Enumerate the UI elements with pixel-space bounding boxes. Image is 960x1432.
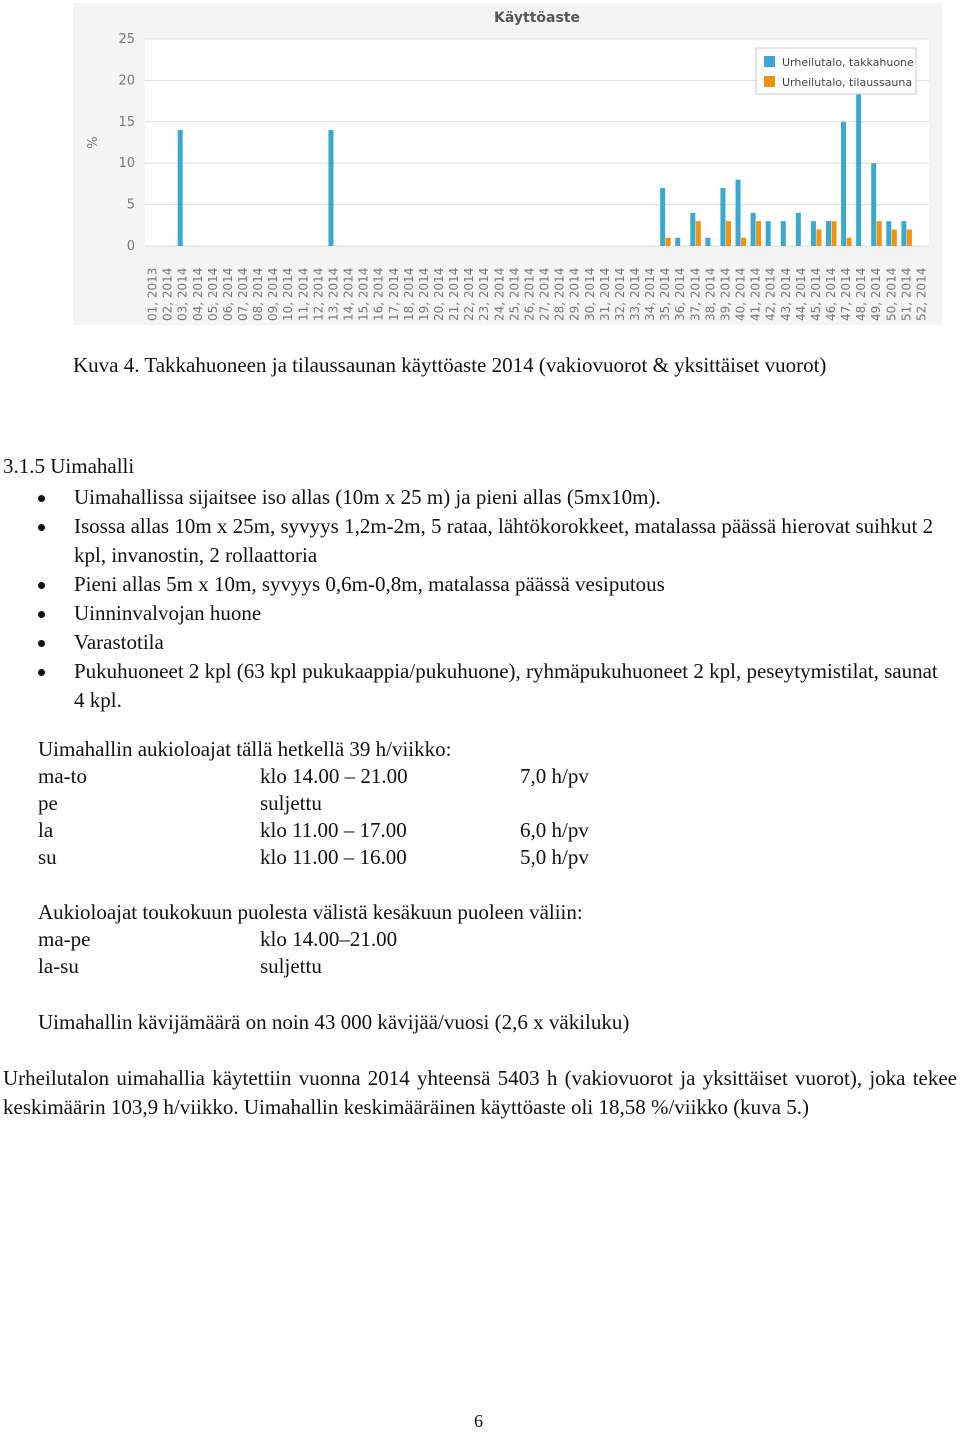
bar-tilaussauna — [696, 221, 701, 246]
visitor-count-text: Uimahallin kävijämäärä on noin 43 000 kävijää/vuosi (2,6 x väkiluku) — [38, 1010, 630, 1034]
bar-takkahuone — [781, 221, 786, 246]
x-tick-label: 47, 2014 — [839, 267, 854, 321]
bar-tilaussauna — [741, 238, 746, 246]
x-tick-label: 21, 2014 — [447, 267, 462, 321]
bar-tilaussauna — [756, 221, 761, 246]
legend-swatch — [764, 56, 775, 67]
bar-takkahuone — [720, 188, 725, 246]
bullet-icon — [38, 524, 45, 531]
x-tick-label: 32, 2014 — [612, 267, 627, 321]
x-tick-label: 04, 2014 — [190, 267, 205, 321]
facility-list — [38, 483, 938, 715]
page-number: 6 — [474, 1411, 483, 1431]
x-tick-label: 24, 2014 — [492, 267, 507, 321]
x-tick-label: 19, 2014 — [416, 267, 431, 321]
x-tick-label: 13, 2014 — [326, 267, 341, 321]
x-tick-label: 43, 2014 — [778, 267, 793, 321]
list-item: Varastotila — [38, 628, 938, 657]
hours-day: la-su — [38, 954, 79, 978]
x-tick-label: 34, 2014 — [643, 267, 658, 321]
y-tick-label: 15 — [118, 114, 135, 130]
y-tick-label: 0 — [126, 239, 135, 254]
x-tick-label: 15, 2014 — [356, 267, 371, 321]
x-tick-label: 29, 2014 — [567, 267, 582, 321]
hours-day: ma-pe — [38, 927, 91, 951]
bullet-icon — [38, 611, 45, 618]
bar-takkahuone — [841, 122, 846, 246]
list-item: Isossa allas 10m x 25m, syvyys 1,2m-2m, 5 rataa, lähtökorokkeet, matalassa päässä hierovat suihkut 2 kpl, invanostin, 2 rollaattoria — [38, 512, 938, 570]
bar-takkahuone — [178, 130, 183, 246]
x-tick-label: 18, 2014 — [401, 267, 416, 321]
hours-per-day: 5,0 h/pv — [520, 845, 589, 869]
bar-takkahuone — [871, 163, 876, 246]
bar-takkahuone — [328, 130, 333, 246]
y-tick-label: 10 — [118, 156, 135, 172]
x-tick-label: 12, 2014 — [311, 267, 326, 321]
bar-takkahuone — [901, 221, 906, 246]
bar-tilaussauna — [832, 221, 837, 246]
x-tick-label: 07, 2014 — [236, 267, 250, 321]
x-tick-label: 06, 2014 — [220, 267, 235, 321]
x-tick-label: 49, 2014 — [869, 267, 884, 321]
usage-chart-svg — [73, 3, 942, 325]
figure-caption: Kuva 4. Takkahuoneen ja tilaussaunan käyttöaste 2014 (vakiovuorot & yksittäiset vuorot) — [73, 353, 827, 377]
hours-day: pe — [38, 791, 58, 815]
x-tick-label: 38, 2014 — [703, 267, 718, 321]
x-tick-label: 02, 2014 — [160, 267, 175, 321]
hours-day: la — [38, 818, 54, 842]
bar-tilaussauna — [847, 238, 852, 246]
x-tick-label: 11, 2014 — [296, 267, 311, 321]
legend-label: Urheilutalo, tilaussauna — [782, 76, 913, 89]
hours-time: klo 14.00–21.00 — [260, 927, 398, 951]
x-tick-label: 31, 2014 — [597, 267, 612, 321]
bar-takkahuone — [736, 180, 741, 246]
bar-takkahuone — [796, 213, 801, 246]
list-item: Uinninvalvojan huone — [38, 599, 938, 628]
usage-chart — [73, 3, 942, 325]
x-tick-label: 35, 2014 — [658, 267, 673, 321]
x-tick-label: 48, 2014 — [854, 267, 869, 321]
x-tick-label: 42, 2014 — [763, 267, 778, 321]
hours-time: klo 11.00 – 16.00 — [260, 845, 407, 869]
bar-takkahuone — [690, 213, 695, 246]
bar-tilaussauna — [892, 229, 897, 246]
x-tick-label: 28, 2014 — [552, 267, 567, 321]
hours-time: suljettu — [260, 954, 322, 978]
y-tick-label: 25 — [118, 32, 135, 47]
x-tick-label: 39, 2014 — [718, 267, 733, 321]
list-item: Uimahallissa sijaitsee iso allas (10m x 25 m) ja pieni allas (5mx10m). — [38, 483, 938, 512]
x-tick-label: 10, 2014 — [281, 267, 296, 321]
bar-tilaussauna — [726, 221, 731, 246]
x-tick-label: 50, 2014 — [884, 267, 899, 321]
x-tick-label: 25, 2014 — [507, 267, 522, 321]
x-tick-label: 26, 2014 — [522, 267, 537, 321]
bar-tilaussauna — [666, 238, 671, 246]
x-tick-label: 36, 2014 — [673, 267, 688, 321]
x-tick-label: 52, 2014 — [914, 267, 929, 321]
hours-per-day: 6,0 h/pv — [520, 818, 589, 842]
bar-takkahuone — [660, 188, 665, 246]
bar-takkahuone — [856, 80, 861, 246]
list-item: Pukuhuoneet 2 kpl (63 kpl pukukaappia/pukuhuone), ryhmäpukuhuoneet 2 kpl, peseytymistilat, saunat 4 kpl. — [38, 657, 938, 715]
hours-time: klo 11.00 – 17.00 — [260, 818, 407, 842]
y-tick-label: 20 — [118, 73, 135, 89]
x-tick-label: 27, 2014 — [537, 267, 552, 321]
bullet-icon — [38, 495, 45, 502]
usage-paragraph: Urheilutalon uimahallia käytettiin vuonna 2014 yhteensä 5403 h (vakiovuorot ja yksittäiset vuorot), joka tekee keskimäärin 103,9 h/viikko. Uimahallin keskimääräinen käyttöaste oli 18,58 %/viikko (kuva 5.) — [3, 1066, 957, 1119]
x-tick-label: 41, 2014 — [748, 267, 763, 321]
hours-per-day: 7,0 h/pv — [520, 764, 589, 788]
x-tick-label: 44, 2014 — [793, 267, 808, 321]
bullet-icon — [38, 582, 45, 589]
legend-swatch — [764, 76, 775, 87]
bullet-icon — [38, 669, 45, 676]
x-tick-label: 30, 2014 — [582, 267, 597, 321]
hours-time: suljettu — [260, 791, 322, 815]
x-tick-label: 08, 2014 — [251, 267, 266, 321]
y-tick-label: 5 — [126, 197, 135, 213]
chart-title: Käyttöaste — [494, 10, 580, 26]
x-tick-label: 22, 2014 — [462, 267, 477, 321]
x-tick-label: 20, 2014 — [432, 267, 446, 321]
bar-takkahuone — [886, 221, 891, 246]
bar-takkahuone — [811, 221, 816, 246]
x-tick-label: 17, 2014 — [386, 267, 401, 321]
hours-day: ma-to — [38, 764, 87, 788]
list-item: Pieni allas 5m x 10m, syvyys 0,6m-0,8m, matalassa päässä vesiputous — [38, 570, 938, 599]
hours-day: su — [38, 845, 57, 869]
bar-takkahuone — [766, 221, 771, 246]
hours-time: klo 14.00 – 21.00 — [260, 764, 408, 788]
bullet-icon — [38, 640, 45, 647]
x-tick-label: 01, 2013 — [145, 267, 160, 321]
x-tick-label: 16, 2014 — [371, 267, 386, 321]
x-tick-label: 05, 2014 — [205, 267, 220, 321]
x-tick-label: 09, 2014 — [266, 267, 281, 321]
x-tick-label: 14, 2014 — [341, 267, 356, 321]
summer-hours-heading: Aukioloajat toukokuun puolesta välistä kesäkuun puoleen väliin: — [38, 900, 583, 924]
hours-heading: Uimahallin aukioloajat tällä hetkellä 39 h/viikko: — [38, 737, 452, 761]
bar-takkahuone — [826, 221, 831, 246]
x-tick-label: 45, 2014 — [808, 267, 823, 321]
bar-takkahuone — [705, 238, 710, 246]
x-tick-label: 46, 2014 — [824, 267, 838, 321]
x-tick-label: 37, 2014 — [688, 267, 703, 321]
x-tick-label: 33, 2014 — [628, 267, 642, 321]
x-tick-label: 23, 2014 — [477, 267, 492, 321]
legend-label: Urheilutalo, takkahuone — [782, 56, 914, 69]
x-tick-label: 51, 2014 — [899, 267, 914, 321]
bar-tilaussauna — [907, 229, 912, 246]
y-axis-label: % — [86, 136, 101, 149]
section-heading: 3.1.5 Uimahalli — [3, 454, 135, 478]
x-tick-label: 40, 2014 — [733, 267, 748, 321]
bar-takkahuone — [675, 238, 680, 246]
bar-tilaussauna — [877, 221, 882, 246]
bar-tilaussauna — [816, 229, 821, 246]
bar-takkahuone — [751, 213, 756, 246]
x-tick-label: 03, 2014 — [175, 267, 190, 321]
